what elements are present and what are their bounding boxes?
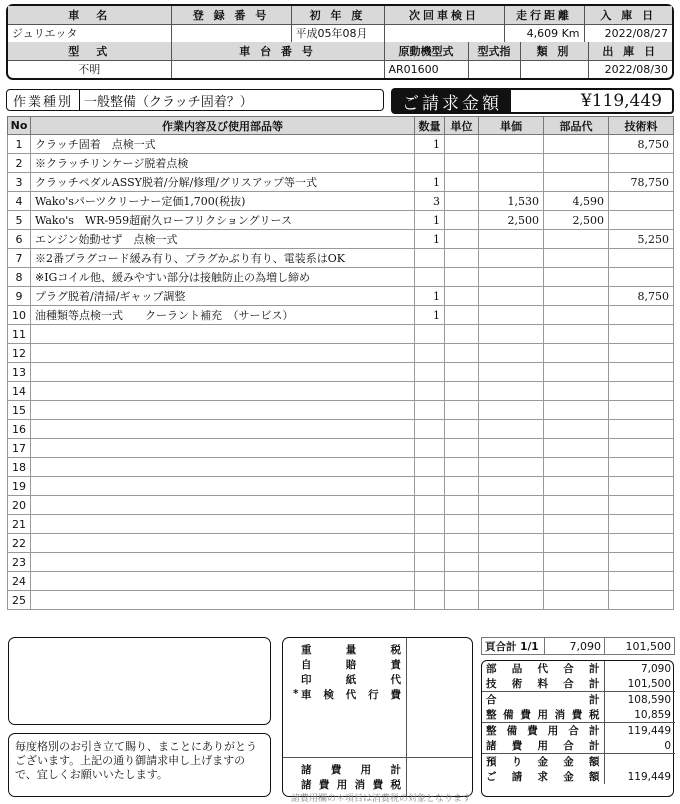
- misc-fees-box: [282, 637, 473, 804]
- row-parts-cost: [544, 477, 609, 496]
- mileage-label: 走行距離: [504, 6, 584, 24]
- col-header-description: 作業内容及び使用部品等: [31, 117, 415, 135]
- row-number: 11: [8, 325, 31, 344]
- row-tech-fee: 8,750: [609, 287, 674, 306]
- row-quantity: [415, 268, 445, 287]
- row-unit-price: [479, 572, 544, 591]
- row-unit-price: [479, 458, 544, 477]
- totals-row: [482, 769, 675, 784]
- row-tech-fee: [609, 534, 674, 553]
- totals-row: [482, 676, 675, 692]
- billing-amount-label: ご請求金額: [393, 90, 511, 112]
- row-unit-price: [479, 401, 544, 420]
- row-description: ※IGコイル他、緩みやすい部分は接触防止の為増し締め: [31, 268, 415, 287]
- row-parts-cost: [544, 572, 609, 591]
- row-number: 24: [8, 572, 31, 591]
- row-number: 8: [8, 268, 31, 287]
- row-unit-price: [479, 439, 544, 458]
- table-row: [8, 572, 674, 591]
- row-description: [31, 572, 415, 591]
- row-number: 7: [8, 249, 31, 268]
- row-unit: [445, 249, 479, 268]
- totals-value: 0: [664, 739, 671, 752]
- row-tech-fee: [609, 496, 674, 515]
- row-parts-cost: [544, 553, 609, 572]
- totals-value: 10,859: [634, 708, 671, 721]
- entry-date-value: 2022/08/27: [584, 24, 672, 42]
- row-parts-cost: [544, 154, 609, 173]
- entry-date-label: 入 庫 日: [584, 6, 672, 24]
- table-row: [8, 439, 674, 458]
- row-parts-cost: [544, 420, 609, 439]
- table-row: [8, 591, 674, 610]
- misc-fee-row: [293, 642, 401, 656]
- row-parts-cost: [544, 306, 609, 325]
- totals-label: 諸 費 用 合 計: [482, 738, 604, 754]
- row-unit: [445, 553, 479, 572]
- table-row: [8, 401, 674, 420]
- totals-row: [482, 661, 675, 676]
- registration-number-value: [171, 24, 291, 42]
- row-parts-cost: [544, 268, 609, 287]
- row-description: [31, 363, 415, 382]
- row-unit-price: [479, 306, 544, 325]
- row-unit: [445, 192, 479, 211]
- misc-fee-label: 重 量 税: [301, 643, 401, 656]
- row-number: 1: [8, 135, 31, 154]
- totals-value: 119,449: [604, 723, 675, 739]
- misc-fee-total-label: 諸 費 用 消 費 税: [301, 778, 401, 791]
- row-description: [31, 496, 415, 515]
- totals-value: [604, 754, 675, 770]
- misc-fee-row: [293, 687, 401, 701]
- table-row: [8, 363, 674, 382]
- first-year-value: 平成05年08月: [291, 24, 384, 42]
- row-quantity: [415, 534, 445, 553]
- row-unit: [445, 268, 479, 287]
- row-number: 9: [8, 287, 31, 306]
- row-tech-fee: 78,750: [609, 173, 674, 192]
- row-tech-fee: [609, 363, 674, 382]
- row-description: 油種類等点検一式 クーラント補充 （サービス）: [31, 306, 415, 325]
- col-header-unit: 単位: [445, 117, 479, 135]
- totals-label: 合 計: [482, 692, 604, 708]
- totals-label: ご 請 求 金 額: [482, 769, 604, 784]
- table-header-row: [8, 117, 674, 135]
- page-subtotal-parts: 7,090: [545, 638, 605, 655]
- row-parts-cost: [544, 591, 609, 610]
- row-description: [31, 344, 415, 363]
- row-tech-fee: [609, 249, 674, 268]
- row-quantity: [415, 591, 445, 610]
- row-unit: [445, 344, 479, 363]
- col-header-no: No: [8, 117, 31, 135]
- row-quantity: [415, 401, 445, 420]
- row-tech-fee: [609, 382, 674, 401]
- first-year-label: 初 年 度: [291, 6, 384, 24]
- row-unit: [445, 572, 479, 591]
- mileage-value: 4,609 Km: [504, 24, 584, 42]
- row-unit: [445, 515, 479, 534]
- car-name-value: ジュリエッタ: [8, 24, 171, 42]
- row-number: 25: [8, 591, 31, 610]
- table-row: [8, 173, 674, 192]
- table-row: [8, 382, 674, 401]
- totals-label: 預 り 金 金 額: [482, 754, 604, 770]
- page-subtotal-tech: 101,500: [605, 638, 675, 655]
- row-quantity: 1: [415, 287, 445, 306]
- row-unit-price: [479, 382, 544, 401]
- thanks-message: 毎度格別のお引き立て賜り、まことにありがとうございます。上記の通り御請求申し上げますので、宜しくお願いいたします。: [8, 733, 271, 797]
- table-row: [8, 135, 674, 154]
- row-unit: [445, 230, 479, 249]
- row-quantity: [415, 515, 445, 534]
- col-header-quantity: 数量: [415, 117, 445, 135]
- remarks-box: [8, 637, 271, 725]
- row-tech-fee: [609, 268, 674, 287]
- table-row: [8, 477, 674, 496]
- row-unit: [445, 363, 479, 382]
- table-row: [8, 192, 674, 211]
- table-row: [8, 306, 674, 325]
- table-row: [8, 268, 674, 287]
- row-parts-cost: [544, 363, 609, 382]
- row-unit-price: [479, 344, 544, 363]
- totals-value: 119,449: [627, 770, 671, 783]
- row-quantity: 1: [415, 135, 445, 154]
- row-parts-cost: [544, 534, 609, 553]
- work-items-table: [7, 116, 674, 610]
- billing-amount-value: ¥119,449: [580, 91, 662, 111]
- row-number: 5: [8, 211, 31, 230]
- row-unit-price: [479, 268, 544, 287]
- type-designation-value: [468, 60, 520, 78]
- row-tech-fee: 8,750: [609, 135, 674, 154]
- row-parts-cost: 2,500: [544, 211, 609, 230]
- row-unit-price: [479, 515, 544, 534]
- row-unit-price: [479, 553, 544, 572]
- row-tech-fee: [609, 306, 674, 325]
- misc-fees-note: 諸費用欄の＊項目は消費税の対象となります: [291, 794, 472, 804]
- col-header-tech-fee: 技術料: [609, 117, 674, 135]
- row-parts-cost: [544, 382, 609, 401]
- row-description: [31, 515, 415, 534]
- vehicle-header: [6, 4, 674, 80]
- row-parts-cost: [544, 458, 609, 477]
- row-description: [31, 477, 415, 496]
- row-parts-cost: [544, 401, 609, 420]
- row-unit-price: 1,530: [479, 192, 544, 211]
- row-tech-fee: [609, 553, 674, 572]
- row-description: [31, 420, 415, 439]
- totals-box: [481, 660, 674, 797]
- next-inspection-label: 次回車検日: [384, 6, 504, 24]
- registration-number-label: 登 録 番 号: [171, 6, 291, 24]
- row-quantity: [415, 496, 445, 515]
- totals-label: 部 品 代 合 計: [482, 661, 604, 676]
- row-number: 20: [8, 496, 31, 515]
- type-designation-label: 型式指: [468, 42, 520, 60]
- row-unit: [445, 325, 479, 344]
- row-quantity: [415, 420, 445, 439]
- row-unit: [445, 591, 479, 610]
- row-description: [31, 458, 415, 477]
- model-value: 不明: [8, 60, 171, 78]
- row-quantity: [415, 154, 445, 173]
- row-unit-price: [479, 325, 544, 344]
- row-unit-price: [479, 496, 544, 515]
- row-quantity: [415, 344, 445, 363]
- row-unit-price: [479, 154, 544, 173]
- row-number: 17: [8, 439, 31, 458]
- row-quantity: [415, 572, 445, 591]
- row-unit: [445, 382, 479, 401]
- totals-label: 整 備 費 用 消 費 税: [482, 707, 604, 723]
- col-header-unit-price: 単価: [479, 117, 544, 135]
- row-unit-price: [479, 420, 544, 439]
- row-unit: [445, 420, 479, 439]
- row-number: 4: [8, 192, 31, 211]
- totals-row: [482, 754, 675, 770]
- totals-value: 101,500: [627, 677, 671, 690]
- row-tech-fee: [609, 515, 674, 534]
- totals-row: [482, 723, 675, 739]
- row-parts-cost: [544, 325, 609, 344]
- row-quantity: [415, 439, 445, 458]
- row-unit: [445, 439, 479, 458]
- row-parts-cost: [544, 135, 609, 154]
- misc-fee-total-row: [293, 777, 401, 791]
- row-unit-price: [479, 363, 544, 382]
- totals-label: 技 術 料 合 計: [482, 676, 604, 692]
- row-description: [31, 325, 415, 344]
- row-description: Wako's WR-959超耐久ローフリクショングリース: [31, 211, 415, 230]
- misc-fee-total-label: 諸 費 用 計: [301, 763, 401, 776]
- col-header-parts-cost: 部品代: [544, 117, 609, 135]
- row-tech-fee: [609, 420, 674, 439]
- row-unit-price: 2,500: [479, 211, 544, 230]
- row-quantity: [415, 458, 445, 477]
- classification-value: [520, 60, 588, 78]
- row-unit: [445, 287, 479, 306]
- work-type-label: 作業種別: [7, 90, 80, 110]
- misc-fee-label: 車 検 代 行 費: [301, 688, 401, 701]
- misc-fee-mark: *: [293, 688, 299, 700]
- row-tech-fee: [609, 325, 674, 344]
- row-number: 15: [8, 401, 31, 420]
- row-description: [31, 401, 415, 420]
- totals-label: 整 備 費 用 合 計: [482, 723, 604, 739]
- row-unit-price: [479, 477, 544, 496]
- car-name-label: 車 名: [8, 6, 171, 24]
- table-row: [8, 515, 674, 534]
- row-number: 13: [8, 363, 31, 382]
- row-unit-price: [479, 230, 544, 249]
- row-tech-fee: [609, 591, 674, 610]
- row-description: クラッチペダルASSY脱着/分解/修理/グリスアップ等一式: [31, 173, 415, 192]
- row-unit: [445, 496, 479, 515]
- row-tech-fee: [609, 192, 674, 211]
- chassis-number-value: [171, 60, 384, 78]
- row-unit-price: [479, 591, 544, 610]
- row-tech-fee: 5,250: [609, 230, 674, 249]
- row-tech-fee: [609, 401, 674, 420]
- totals-row: [482, 738, 675, 754]
- row-parts-cost: 4,590: [544, 192, 609, 211]
- row-quantity: [415, 363, 445, 382]
- totals-value: 108,590: [604, 692, 675, 708]
- row-unit-price: [479, 534, 544, 553]
- row-unit: [445, 477, 479, 496]
- row-number: 23: [8, 553, 31, 572]
- row-description: [31, 591, 415, 610]
- table-row: [8, 325, 674, 344]
- row-unit-price: [479, 173, 544, 192]
- misc-fee-label: 自 賠 責: [301, 658, 401, 671]
- row-number: 19: [8, 477, 31, 496]
- row-number: 18: [8, 458, 31, 477]
- row-parts-cost: [544, 230, 609, 249]
- row-parts-cost: [544, 496, 609, 515]
- row-unit-price: [479, 287, 544, 306]
- page-subtotal-label: 頁合計 1/1: [482, 638, 545, 655]
- row-parts-cost: [544, 287, 609, 306]
- row-description: クラッチ固着 点検一式: [31, 135, 415, 154]
- row-quantity: [415, 382, 445, 401]
- table-row: [8, 211, 674, 230]
- row-unit: [445, 401, 479, 420]
- row-description: [31, 534, 415, 553]
- row-description: [31, 553, 415, 572]
- row-quantity: [415, 249, 445, 268]
- row-parts-cost: [544, 173, 609, 192]
- exit-date-label: 出 庫 日: [588, 42, 672, 60]
- row-tech-fee: [609, 477, 674, 496]
- row-tech-fee: [609, 154, 674, 173]
- next-inspection-value: [384, 24, 504, 42]
- misc-fee-label: 印 紙 代: [301, 673, 401, 686]
- chassis-number-label: 車 台 番 号: [171, 42, 384, 60]
- table-row: [8, 534, 674, 553]
- row-quantity: [415, 553, 445, 572]
- table-row: [8, 496, 674, 515]
- row-quantity: 1: [415, 173, 445, 192]
- row-description: エンジン始動せず 点検一式: [31, 230, 415, 249]
- row-unit: [445, 306, 479, 325]
- misc-fee-row: [293, 657, 401, 671]
- table-row: [8, 344, 674, 363]
- row-tech-fee: [609, 572, 674, 591]
- row-tech-fee: [609, 344, 674, 363]
- totals-row: [482, 692, 675, 708]
- row-description: プラグ脱着/清掃/ギャップ調整: [31, 287, 415, 306]
- engine-model-label: 原動機型式: [384, 42, 468, 60]
- row-description: [31, 382, 415, 401]
- row-unit-price: [479, 135, 544, 154]
- row-number: 14: [8, 382, 31, 401]
- row-tech-fee: [609, 458, 674, 477]
- row-number: 12: [8, 344, 31, 363]
- row-number: 21: [8, 515, 31, 534]
- classification-label: 類 別: [520, 42, 588, 60]
- table-row: [8, 287, 674, 306]
- work-type-value: 一般整備（クラッチ固着？）: [84, 94, 253, 110]
- table-row: [8, 249, 674, 268]
- row-quantity: 3: [415, 192, 445, 211]
- table-row: [8, 154, 674, 173]
- row-unit: [445, 154, 479, 173]
- misc-fee-row: [293, 672, 401, 686]
- row-description: [31, 439, 415, 458]
- row-unit: [445, 211, 479, 230]
- model-label: 型 式: [8, 42, 171, 60]
- row-quantity: 1: [415, 230, 445, 249]
- row-number: 6: [8, 230, 31, 249]
- row-number: 16: [8, 420, 31, 439]
- row-number: 3: [8, 173, 31, 192]
- work-type-box: [6, 89, 384, 111]
- row-number: 22: [8, 534, 31, 553]
- row-unit-price: [479, 249, 544, 268]
- row-quantity: 1: [415, 306, 445, 325]
- row-tech-fee: [609, 439, 674, 458]
- row-quantity: [415, 325, 445, 344]
- misc-fee-total-row: [293, 762, 401, 776]
- table-row: [8, 553, 674, 572]
- billing-amount-box: [391, 88, 674, 114]
- row-number: 2: [8, 154, 31, 173]
- row-number: 10: [8, 306, 31, 325]
- exit-date-value: 2022/08/30: [588, 60, 672, 78]
- table-row: [8, 230, 674, 249]
- totals-row: [482, 707, 675, 723]
- row-parts-cost: [544, 515, 609, 534]
- row-unit: [445, 534, 479, 553]
- row-description: ※2番プラグコード緩み有り、プラグかぶり有り、電装系はOK: [31, 249, 415, 268]
- row-unit: [445, 458, 479, 477]
- row-parts-cost: [544, 249, 609, 268]
- row-tech-fee: [609, 211, 674, 230]
- row-quantity: 1: [415, 211, 445, 230]
- table-row: [8, 420, 674, 439]
- page-subtotal: [481, 637, 675, 655]
- totals-value: 7,090: [640, 662, 671, 675]
- row-quantity: [415, 477, 445, 496]
- row-unit: [445, 135, 479, 154]
- row-description: ※クラッチリンケージ脱着点検: [31, 154, 415, 173]
- row-parts-cost: [544, 344, 609, 363]
- table-row: [8, 458, 674, 477]
- misc-fees-divider: [283, 757, 472, 758]
- row-description: Wako'sパーツクリーナー定価1,700(税抜): [31, 192, 415, 211]
- engine-model-value: AR01600: [384, 60, 468, 78]
- row-unit: [445, 173, 479, 192]
- row-parts-cost: [544, 439, 609, 458]
